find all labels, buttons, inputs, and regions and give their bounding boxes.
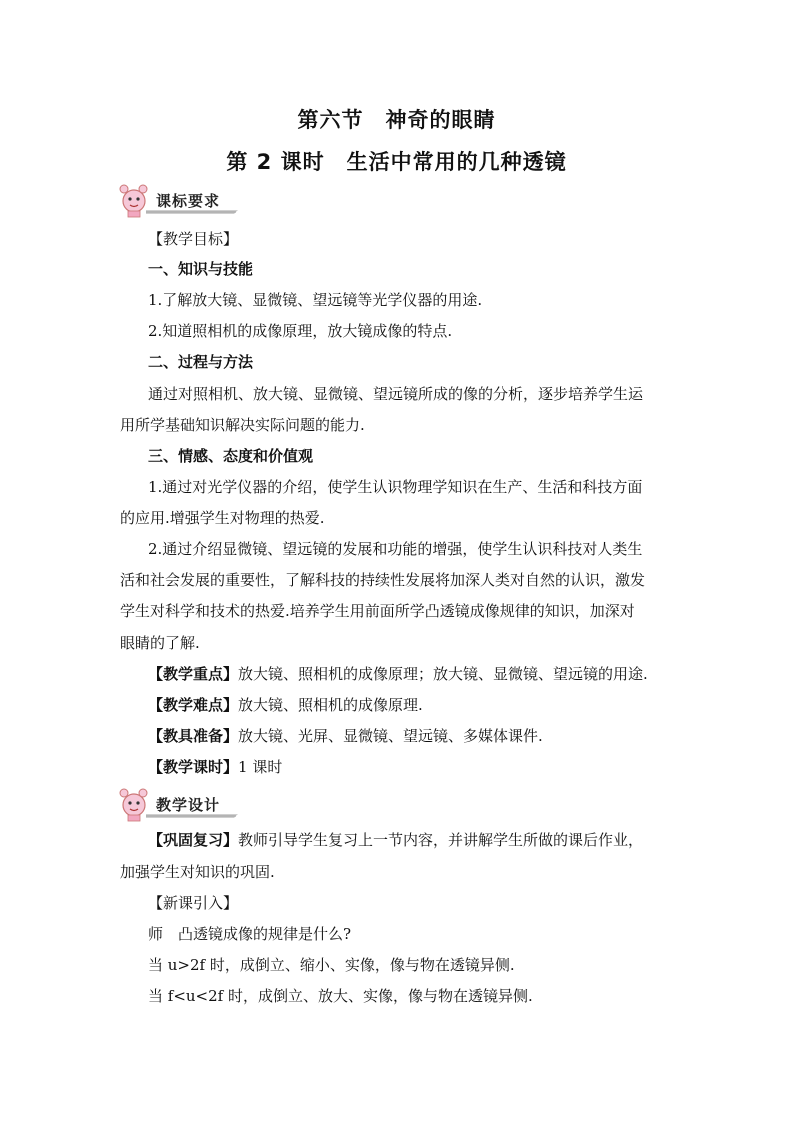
review xyxy=(148,830,680,850)
attitude-item-1-line-1: 1.通过对光学仪器的介绍，使学生认识物理学知识在生产、生活和科技方面 xyxy=(148,478,643,496)
review-label: 【巩固复习】 xyxy=(148,831,239,849)
key-points-text: 放大镜、照相机的成像原理；放大镜、显微镜、望远镜的用途. xyxy=(238,665,648,683)
equipment-text: 放大镜、光屏、显微镜、望远镜、多媒体课件. xyxy=(238,727,543,745)
objectives-heading: 【教学目标】 xyxy=(148,230,239,248)
knowledge-skills-title: 一、知识与技能 xyxy=(148,260,254,278)
review-text-line-1: 教师引导学生复习上一节内容，并讲解学生所做的课后作业， xyxy=(238,831,644,849)
class-hours-text: 1 课时 xyxy=(238,758,283,776)
teacher-question: 师 凸透镜成像的规律是什么? xyxy=(148,925,352,943)
section-title: 第六节 神奇的眼睛 xyxy=(297,108,496,132)
design-badge-label: 教学设计 xyxy=(156,796,221,814)
lesson-title: 第 2 课时 生活中常用的几种透镜 xyxy=(226,150,567,174)
difficulty-text: 放大镜、照相机的成像原理. xyxy=(238,696,423,714)
curriculum-badge xyxy=(116,184,240,218)
attitude-item-2-line-4: 眼睛的了解. xyxy=(120,634,200,652)
attitude-values-title: 三、情感、态度和价值观 xyxy=(148,447,314,465)
class-hours-label: 【教学课时】 xyxy=(148,758,239,776)
review-text-line-2: 加强学生对知识的巩固. xyxy=(120,863,275,881)
equipment-label: 【教具准备】 xyxy=(148,727,239,745)
difficulty xyxy=(148,695,680,715)
design-badge xyxy=(116,788,240,822)
curriculum-badge-label: 课标要求 xyxy=(156,192,221,210)
process-text-line-2: 用所学基础知识解决实际问题的能力. xyxy=(120,416,365,434)
process-text-line-1: 通过对照相机、放大镜、显微镜、望远镜所成的像的分析，逐步培养学生运 xyxy=(148,385,644,403)
attitude-item-2-line-2: 活和社会发展的重要性，了解科技的持续性发展将加深人类对自然的认识，激发 xyxy=(120,571,646,589)
attitude-item-2-line-1: 2.通过介绍显微镜、望远镜的发展和功能的增强，使学生认识科技对人类生 xyxy=(148,540,643,558)
new-lesson-intro-label: 【新课引入】 xyxy=(148,894,239,912)
key-points-label: 【教学重点】 xyxy=(148,665,239,683)
equipment xyxy=(148,726,680,746)
attitude-item-2-line-3: 学生对科学和技术的热爱.培养学生用前面所学凸透镜成像规律的知识，加深对 xyxy=(120,602,635,620)
process-methods-title: 二、过程与方法 xyxy=(148,353,254,371)
answer-line-1: 当 u>2f 时，成倒立、缩小、实像，像与物在透镜异侧. xyxy=(148,956,515,974)
knowledge-item-2: 2.知道照相机的成像原理，放大镜成像的特点. xyxy=(148,322,453,340)
knowledge-item-1: 1.了解放大镜、显微镜、望远镜等光学仪器的用途. xyxy=(148,291,483,309)
class-hours xyxy=(148,757,680,777)
key-points xyxy=(148,664,680,684)
attitude-item-1-line-2: 的应用.增强学生对物理的热爱. xyxy=(120,509,325,527)
difficulty-label: 【教学难点】 xyxy=(148,696,239,714)
answer-line-2: 当 f<u<2f 时，成倒立、放大、实像，像与物在透镜异侧. xyxy=(148,987,533,1005)
